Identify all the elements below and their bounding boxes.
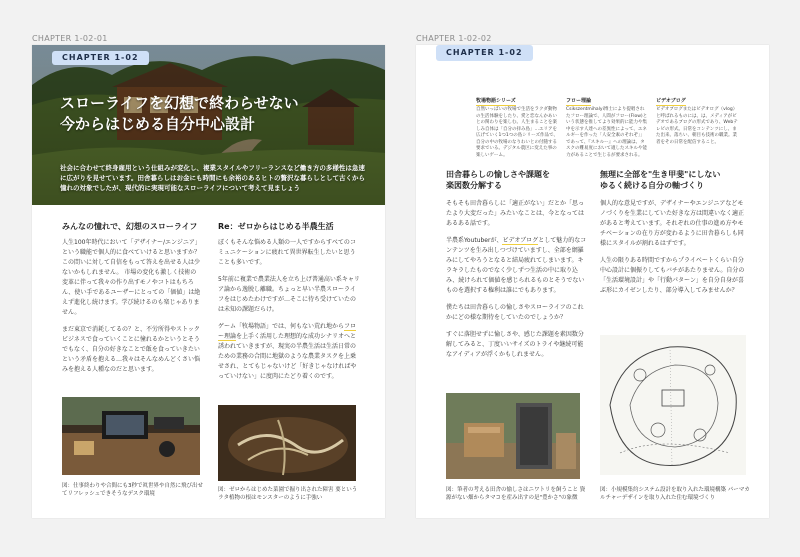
col2-caption: 図：ゼロからはじめた菜園で掘り出された障害 要というラタ植物の根はモンスターのように手強い xyxy=(218,487,358,501)
right-col1-paragraph-1: そもそも田舎暮らしに「適正がない」だとか「思ったより大変だった」みたいなことは、今となってはあるある話です。 xyxy=(446,200,585,227)
col1-heading: みんなの憧れで、幻想のスローライフ xyxy=(62,222,198,231)
right-col1-p2-text-a: 半農系Youtuberが、 xyxy=(446,237,503,244)
right-col1-caption: 図：筆者の考える田舎の愉しさはニワトリを飼うこと 資源がない畑からタマコを産み出すの是"豊かさ"の象徴 xyxy=(446,487,586,501)
permaculture-plan-drawing xyxy=(600,335,746,475)
frame-label-right: CHAPTER 1-02-02 xyxy=(416,34,492,43)
col1-body xyxy=(62,238,202,382)
lead-text: 社会に合わせて終身雇用という仕組みが変化し、複業スタイルやフリーランスなど働き方の多様性は急速に広がりを見せています。田舎暮らしはお金にも時間にも余裕のあるヒトの贅沢な暮らしとして古くから憧れの対象でしたが、現代的に実現可能なスローライフについて考えて見ましょう xyxy=(60,164,365,192)
right-col1-paragraph-3: 僕たちは田舎暮らしの愉しさやスローライフのこれかにどの様な期待をしていたのでしょうか？ xyxy=(446,304,584,321)
title-line-2: 今からはじめる自分中心設計 xyxy=(60,115,256,133)
glossary-title-2: フロー理論 xyxy=(566,98,592,104)
root-photo xyxy=(218,405,356,481)
col2-p3-text-b: を上手く活用した理想的な成功シナリオへと誘われていきますが、現実の半農生活は生活日常のための業務の合間に地獄のような農業タスクを上乗せされ、とてもじゃないけど「好きじゃなければやっていけない」に度肉にたどり着くのです。 xyxy=(218,333,357,380)
right-col1-paragraph-2 xyxy=(446,236,588,296)
flow-theory-link[interactable]: フロー理論 xyxy=(218,323,357,340)
right-col1-p2-text-b: として魅力的なコンテンツを生み出しつづけていますし、全部を網羅みにしてやろうとなると結局疲れてしまいます。キラキラしたものでなく少しずつ生活の中に取り込み、続けられて価値を感じられるものとそうでないものを選択する権利は誰にでもあります。 xyxy=(446,237,587,294)
hero-banner xyxy=(32,45,385,205)
right-col1-heading xyxy=(446,169,594,191)
page-title xyxy=(60,93,370,135)
col2-heading: Re：ゼロからはじめる半農生活 xyxy=(218,222,334,231)
glossary-title-3: ビデオブログ xyxy=(656,98,686,104)
right-col2-paragraph-2: 人生の限りある時間ですからプライベートくらい自分中心設計に個振りしてもバチがあたりません。自分の「生活環境設計」や「行動パターン」を自分自身が喜ぶ形にカイゼンしたり、部分導入してみませんか？ xyxy=(600,257,745,294)
glossary-text-3: ビデオブログまたはビデオログ（vlog）と呼ばれるものには、は、メディアがビデオであるブログの形式であり、Webテレビの形式。日常をコンテンツにし、また出来、落ちい、朝目も技術の職業。業者をその日常を配信すること。 xyxy=(656,107,738,145)
glossary-text-2: Csikszentmihalyi博士により提唱されたフロー理論で、人間がフロー(Flow)という状態を推してより効果的に能力や集中を示す人達への差異性によって、エネルギーを作った「人安全素のそれぞ」」であって、『スキルー』への理論は、タスクの難易度において適したスキルや能力があることで生じるが要求される。 xyxy=(566,107,648,158)
right-col2-heading-line-2: ゆるく続ける自分の軸づくり xyxy=(600,181,704,190)
right-col2-heading-line-1: 無理に全部を"生き甲斐"にしない xyxy=(600,170,721,179)
chapter-tag: CHAPTER 1-02 xyxy=(436,45,533,61)
glossary-title-1: 牧場物語シリーズ xyxy=(476,98,516,104)
glossary-text-1: 自然いっぱいの牧場で生活をラクダ動物の生活体験をしたり、愛と恋なんかあいとの関わりを楽しむ。人生まることを楽しみ自体は「自分の拝み島」…エリアを広げていく1つ1つの島シリーズ作品で、自分の中の牧場のなりわいとの付随する要求でいる。デジタル農区に変えた事の楽しいゲーム。 xyxy=(476,107,558,158)
col2-body xyxy=(218,238,360,389)
right-col1-heading-line-2: 楽図数分解する xyxy=(446,181,502,190)
chicken-coop-photo xyxy=(446,393,580,479)
frame-label-left: CHAPTER 1-02-01 xyxy=(32,34,108,43)
col1-caption: 図：仕事終わりや合間にも3秒で眞世界や自然に飛び出せてリフレッシュできそうなデスク環境 xyxy=(62,483,204,497)
right-col2-caption: 図：小規模集約システム設計を取り入れた環境構築 パーマカルチャーデザインを取り入れた住む環境づくり xyxy=(600,487,750,501)
right-col2-body xyxy=(600,199,746,303)
col2-paragraph-1: ぼくもそんな悩める人類の一人ですからすべてのコミュニケーションに疲れて異世界転生したいと思うことも多いです。 xyxy=(218,239,356,266)
col1-paragraph-1: 人生100年時代において「デザイナー/エンジニア」という職能で個人的に食べていけると思いますか？ この問いに対して自信をもって答えを出せる人は少ないかもしれません。 市場の変化も激しく技術の変革に伴って我々の作り出すモノやコトはもちろん、使い手であるユーザーにとっての「価値」は絶えず進化し続けます。学び続けるのも楽じゃありません。 xyxy=(62,239,201,316)
right-col2-paragraph-1: 個人的な意見ですが、デザイナーやエンジニアなどモノづくりを生業にしていた好きな方は間違いなく適正があると考えています。それぞれの仕事の進め方やモチベーションの在り方が変わるように田舎暮らしも同様にスタイルが割れるはずです。 xyxy=(600,200,745,247)
right-col2-heading xyxy=(600,169,750,191)
video-blog-link[interactable]: ビデオブログ xyxy=(502,237,539,244)
right-col1-paragraph-4: すぐに落胆せずに愉しさや、感じた課題を素因数分解してみると、丁度いいサイズのトライや継続可能なアイディアが浮くかもしれません。 xyxy=(446,331,584,358)
col2-p3-text-a: ゲーム「牧場物語」では、何もない荒れ地から xyxy=(218,323,345,330)
title-line-1: スローライフを幻想で終わらせない xyxy=(60,94,299,112)
chapter-tag: CHAPTER 1-02 xyxy=(52,51,149,65)
col1-paragraph-2: まだ東京で消耗してるの？と、不労所得やストックビジネスで食っていくことに憧れるかというとそうでもなく、自分の好きなことで飯を食っていきたいという矛盾を抱える…我々はそんなめんどくさい悩みを抱える人種なのだと思います。 xyxy=(62,326,201,373)
right-col1-body xyxy=(446,199,588,367)
right-col1-heading-line-1: 田舎暮らしの愉しさや課題を xyxy=(446,170,550,179)
desk-photo xyxy=(62,397,200,475)
col2-paragraph-2: 5年前に複業で農業法人を立ち上げ普通高い系キャリア論から逸脱し離職。ちょっと早い半農スローライフをはじめたわけですが…そこに待ち受けていたのは未知の課題だらけ。 xyxy=(218,276,360,313)
left-page[interactable] xyxy=(32,45,385,518)
col2-paragraph-3 xyxy=(218,322,360,382)
right-page[interactable] xyxy=(416,45,769,518)
